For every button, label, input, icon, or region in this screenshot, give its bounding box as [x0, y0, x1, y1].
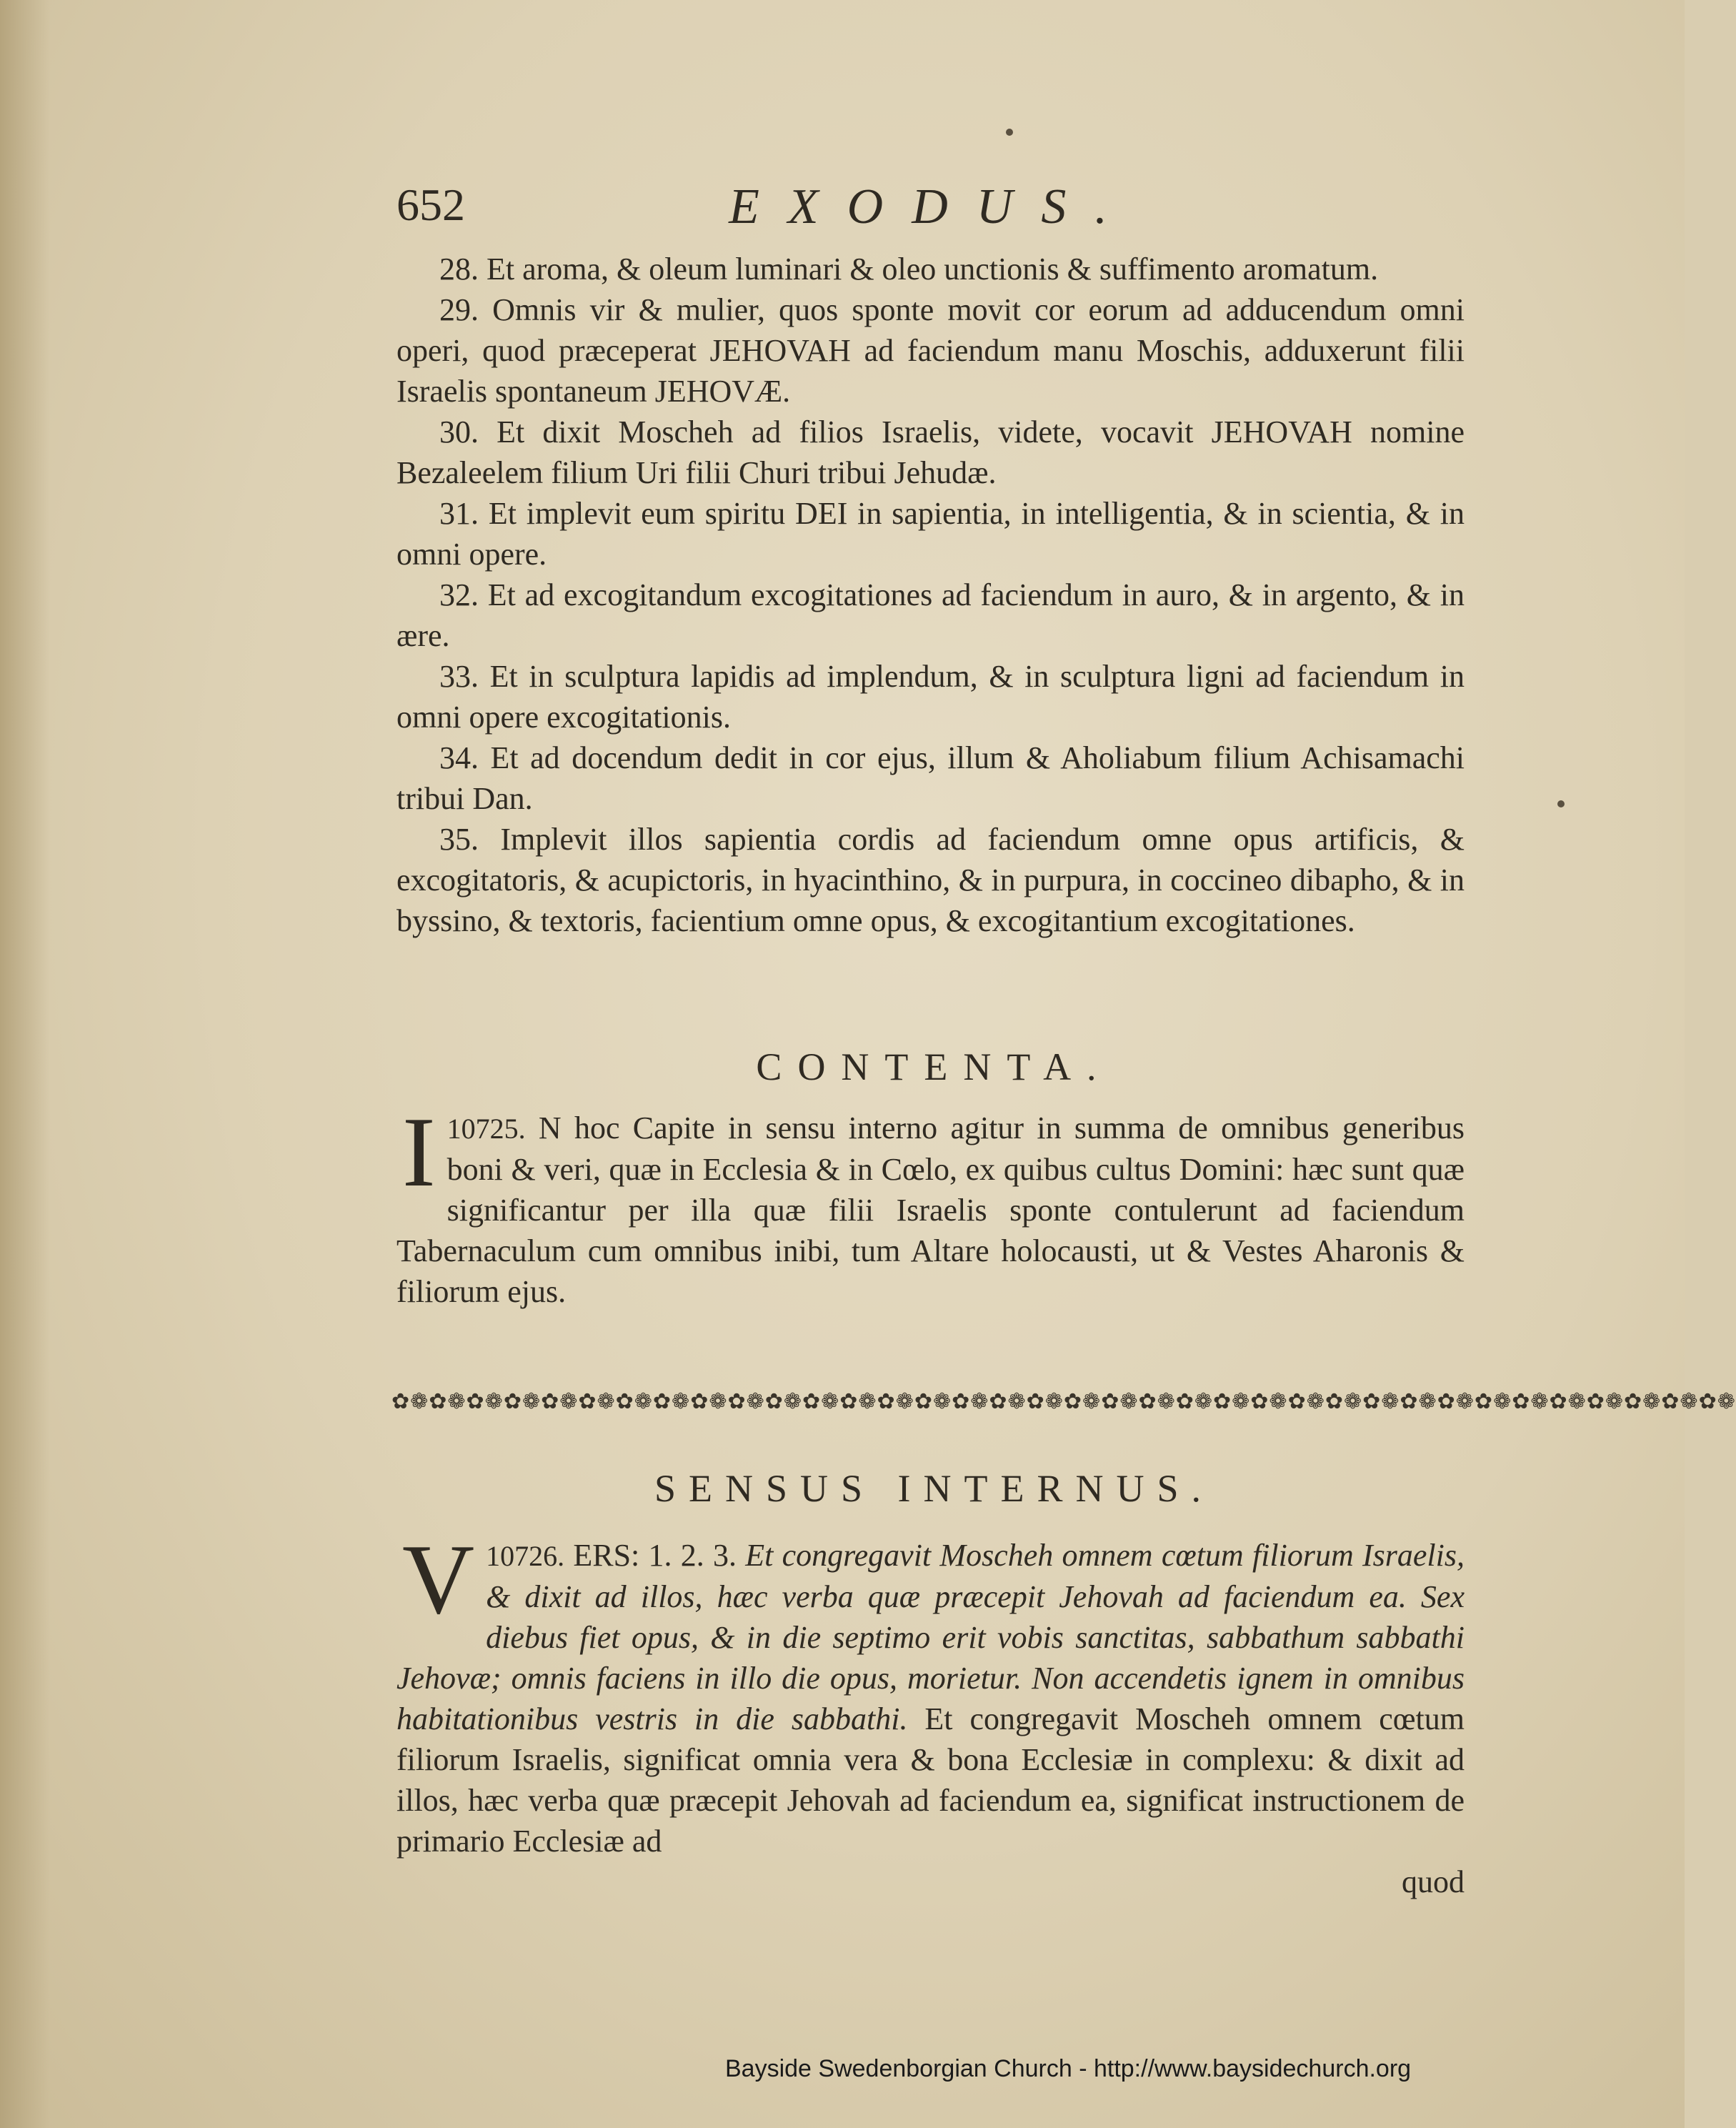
page-number: 652 — [396, 179, 465, 230]
watermark-caption: Bayside Swedenborgian Church - http://www.baysidechurch.org — [725, 2055, 1412, 2082]
verse-32: 32. Et ad excogitandum excogitationes ad faciendum in auro, & in argento, & in ære. — [396, 577, 1465, 653]
page-header — [396, 179, 1472, 236]
sensus-roman-text: Et congregavit Moscheh omnem cœtum filiorum Israelis, significat omnia vera & bona Ecclesiæ in complexu: & dixit ad illos, hæc verba quæ præcepit Jehovah ad faciendum ea, significat instructionem de primario Ecclesiæ ad — [396, 1701, 1465, 1859]
contenta-heading: CONTENTA. — [756, 1045, 1112, 1088]
verses-block — [396, 249, 1465, 941]
ink-speck — [1557, 800, 1565, 807]
catchword: quod — [1402, 1864, 1465, 1899]
ink-speck — [1006, 129, 1013, 136]
drop-cap: I — [402, 1097, 436, 1208]
verse-34: 34. Et ad docendum dedit in cor ejus, illum & Aholiabum filium Achisamachi tribui Dan. — [396, 740, 1465, 816]
paragraph-number: 10725. — [447, 1113, 526, 1145]
page-edge-shadow — [0, 0, 50, 2128]
sensus-heading: SENSUS INTERNUS. — [654, 1467, 1214, 1510]
paragraph-number: 10726. — [486, 1540, 565, 1572]
contenta-paragraph — [396, 1097, 1465, 1312]
contenta-text: N hoc Capite in sensu interno agitur in summa de omnibus generibus boni & veri, quæ in Ecclesia & in Cœlo, ex quibus cultus Domini: hæc sunt quæ significantur per illa quæ filii Israelis sponte contulerunt ad faciendum Tabernaculum cum omnibus inibi, tum Altare holocausti, ut & Vestes Aharonis & filiorum ejus. — [396, 1110, 1465, 1309]
sensus-paragraph — [396, 1524, 1465, 1902]
verse-30: 30. Et dixit Moscheh ad filios Israelis, videte, vocavit JEHOVAH nomine Bezaleelem filium Uri filii Churi tribui Jehudæ. — [396, 414, 1465, 490]
ornamental-rule: ✿❁✿❁✿❁✿❁✿❁✿❁✿❁✿❁✿❁✿❁✿❁✿❁✿❁✿❁✿❁✿❁✿❁✿❁✿❁✿❁✿❁✿❁✿❁✿❁✿❁✿❁✿❁✿❁✿❁✿❁✿❁✿❁✿❁✿❁✿❁✿❁ — [391, 1390, 1736, 1413]
verse-35: 35. Implevit illos sapientia cordis ad faciendum omne opus artificis, & excogitatoris, & acupictoris, in hyacinthino, & in purpura, in coccineo dibapho, & in byssino, & textoris, facientium omne opus, & excogitantium excogitationes. — [396, 822, 1465, 938]
sensus-italic-text: Et congregavit Moscheh omnem cœtum filiorum Israelis, & dixit ad illos, hæc verba quæ præcepit Jehovah ad faciendum ea. Sex diebus fiet opus, & in die septimo erit vobis sanctitas, sabbathum sabbathi Jehovæ; omnis faciens in illo die opus, morietur. Non accendetis ignem in omnibus habitationibus vestris in die sabbathi. — [396, 1538, 1465, 1736]
verse-31: 31. Et implevit eum spiritu DEI in sapientia, in intelligentia, & in scientia, & in omni opere. — [396, 496, 1465, 572]
sensus-lead: ERS: 1. 2. 3. — [573, 1538, 737, 1573]
verse-28: 28. Et aroma, & oleum luminari & oleo unctionis & suffimento aromatum. — [439, 252, 1379, 287]
running-title: EXODUS. — [729, 179, 1136, 234]
verse-29: 29. Omnis vir & mulier, quos sponte movit cor eorum ad adducendum omni operi, quod præceperat JEHOVAH ad faciendum manu Moschis, adduxerunt filii Israelis spontaneum JEHOVÆ. — [396, 292, 1465, 409]
verse-33: 33. Et in sculptura lapidis ad implendum, & in sculptura ligni ad faciendum in omni opere excogitationis. — [396, 659, 1465, 735]
drop-cap: V — [402, 1524, 475, 1635]
